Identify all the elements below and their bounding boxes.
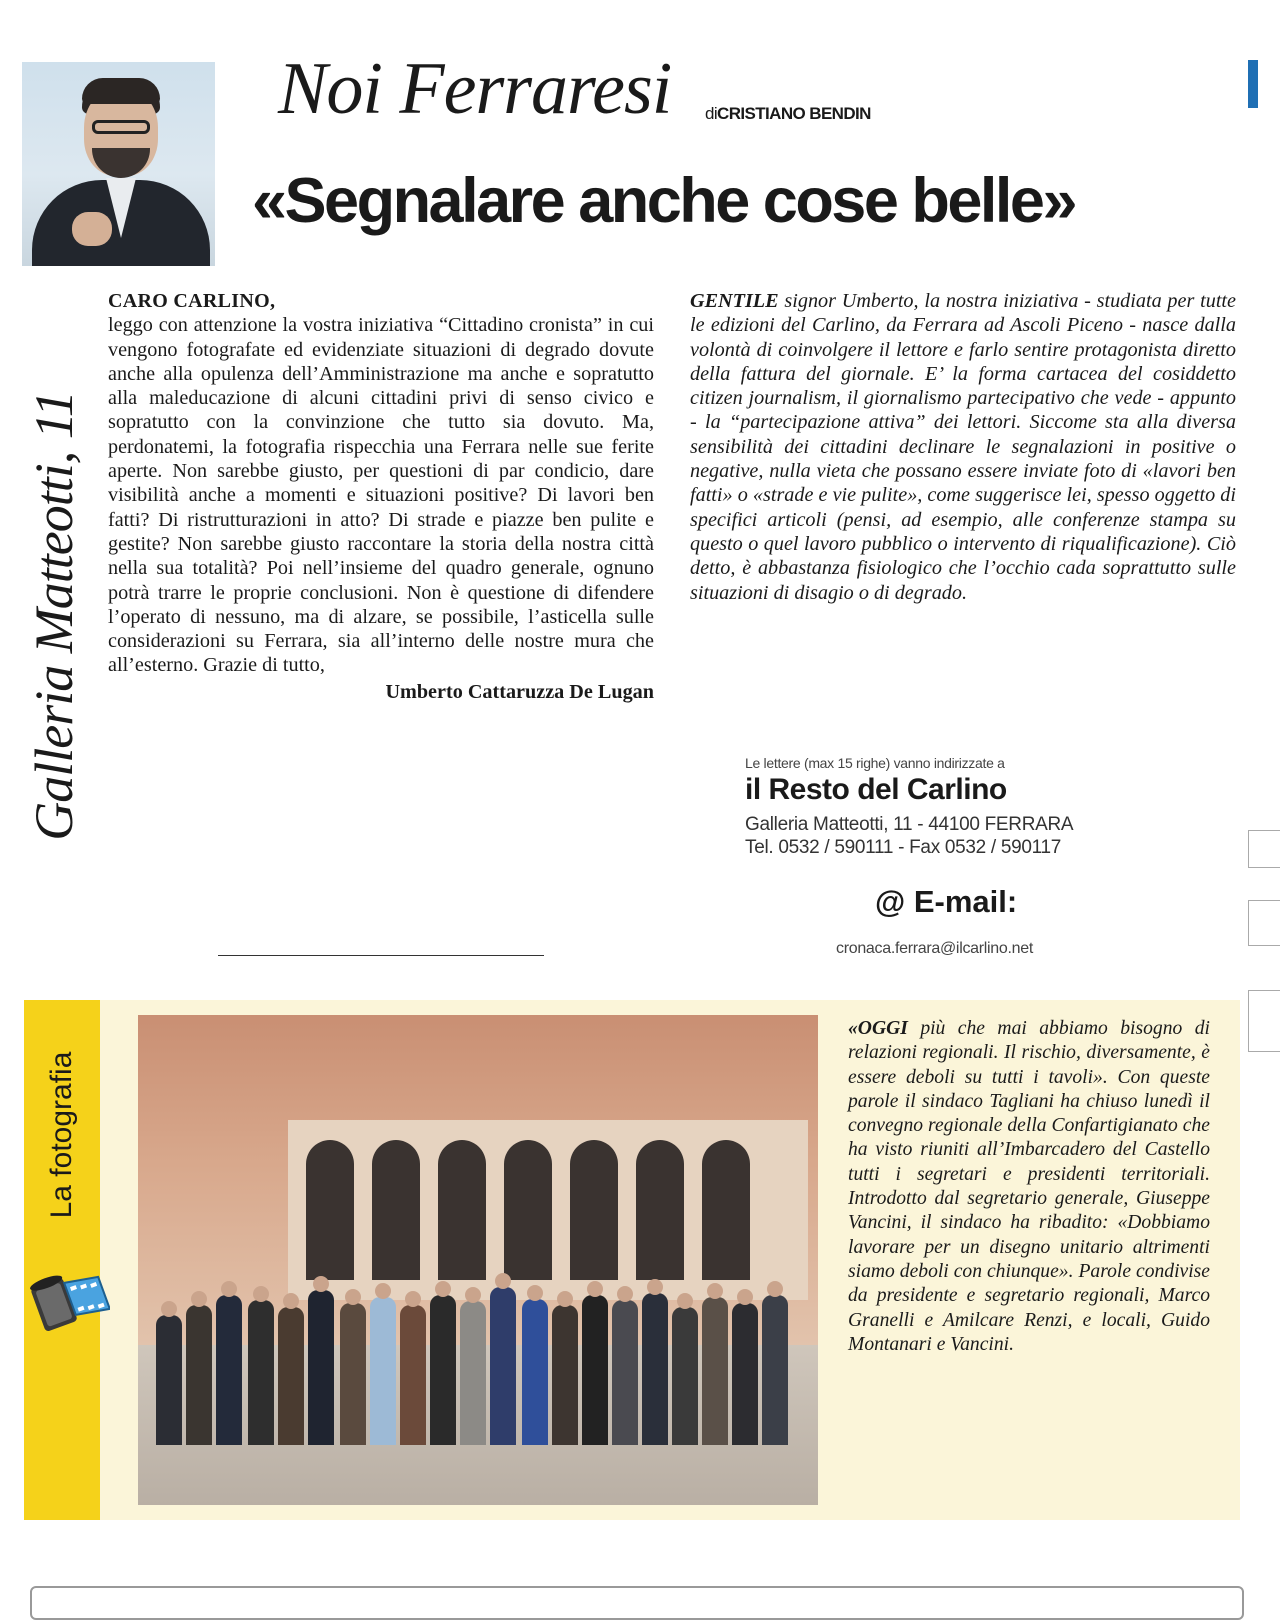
email-link[interactable]: cronaca.ferrara@ilcarlino.net	[836, 940, 1033, 957]
byline-prefix: di	[705, 104, 718, 123]
byline-author: CRISTIANO BENDIN	[717, 104, 871, 123]
email-label: @ E-mail:	[875, 884, 1018, 919]
side-address-text: Galleria Matteotti, 11	[24, 391, 84, 841]
group-photo	[138, 1015, 818, 1505]
section-label-text: La fotografia	[45, 1051, 78, 1219]
photo-caption	[848, 1017, 1210, 1357]
letter-salutation: CARO CARLINO,	[108, 290, 276, 312]
caption-body: più che mai abbiamo bisogno di relazioni regionali. Il rischio, diversamente, è essere deboli su tutti i tavoli». Con queste parole il sindaco Tagliani ha chiuso lunedì il convegno regionale della Confartigianato che ha visto riuniti all’Imbarcadero del Castello tutti i segretari e presidenti territoriali. Introdotto dal segretario generale, Giuseppe Vancini, il sindaco ha ribadito: «Dobbiamo lavorare per un disegno unitario altrimenti siamo deboli con chiunque». Parole condivise da presidente e segretario regionali, Marco Granelli e Amilcare Renzi, e locali, Guido Montanari e Vancini.	[848, 1018, 1210, 1355]
headline: «Segnalare anche cose belle»	[252, 166, 1075, 236]
caption-lead: «OGGI	[848, 1018, 908, 1039]
author-portrait	[22, 62, 215, 266]
editor-reply	[690, 289, 1236, 605]
reply-lead: GENTILE	[690, 290, 779, 312]
divider	[218, 955, 544, 956]
contact-block	[745, 755, 1073, 859]
contact-address	[745, 813, 1073, 859]
reader-letter	[108, 289, 654, 704]
side-address	[18, 286, 90, 946]
section-label	[24, 1010, 100, 1260]
film-roll-icon	[18, 1260, 110, 1340]
contact-note: Le lettere (max 15 righe) vanno indirizzate a	[745, 755, 1005, 771]
address-line-2: Tel. 0532 / 590111 - Fax 0532 / 590117	[745, 837, 1062, 858]
castle-arcade	[288, 1120, 808, 1300]
byline	[705, 104, 871, 124]
adjacent-column-edge	[1246, 60, 1280, 1600]
reply-body: signor Umberto, la nostra iniziativa - studiata per tutte le edizioni del Carlino, da Ferrara ad Ascoli Piceno - nasce dalla volontà di coinvolgere il lettore e farlo sentire protagonista diretto della fattura del giornale. E’ la forma cartacea del cosiddetto citizen journalism, il giornalismo partecipativo che vede - appunto - la “partecipazione attiva” dei lettori. Siccome sta alla diversa sensibilità dei cittadini declinare le segnalazioni in positive o negative, nulla vieta che possano essere inviate foto di «lavori ben fatti» o «strade e vie pulite», come suggerisce lei, spesso oggetto di specifici articoli (pensi, ad esempio, alle conferenze stampa su questo o quel lavoro pubblico o intervento di riqualificazione). Ciò detto, è abbastanza fisiologico che l’occhio cada soprattutto sulle situazioni di disagio o di degrado.	[690, 290, 1236, 604]
next-article-frame	[30, 1586, 1244, 1620]
address-line-1: Galleria Matteotti, 11 - 44100 FERRARA	[745, 814, 1074, 835]
letter-signature: Umberto Cattaruzza De Lugan	[385, 680, 654, 703]
group-of-people	[156, 1275, 796, 1445]
letter-body: leggo con attenzione la vostra iniziativa “Cittadino cronista” in cui vengono fotografate ed evidenziate situazioni di degrado dovute anche alla opulenza dell’Amministrazione ma anche e sopratutto alla maleducazione di alcuni cittadini privi di senso civico e sopratutto con la convinzione che tutto sia dovuto. Ma, perdonatemi, la fotografia rispecchia una Ferrara nelle sue ferite aperte. Non sarebbe giusto, per questioni di par condicio, dare visibilità anche a momenti e situazioni positive? Di lavori ben fatti? Di ristrutturazioni in atto? Di strade e piazze ben pulite e gestite? Non sarebbe giusto raccontare la storia della nostra città nella sua totalità? Poi nell’insieme del quadro generale, ognuno potrà trarre le proprie conclusioni. Non è questione di difendere l’operato di nessuno, ma di alzare, se possibile, l’asticella sulle considerazioni su Ferrara, sia all’interno delle nostre mura che all’esterno. Grazie di tutto,	[108, 314, 654, 677]
newspaper-name: il Resto del Carlino	[745, 773, 1007, 806]
column-kicker: Noi Ferraresi	[278, 48, 672, 130]
